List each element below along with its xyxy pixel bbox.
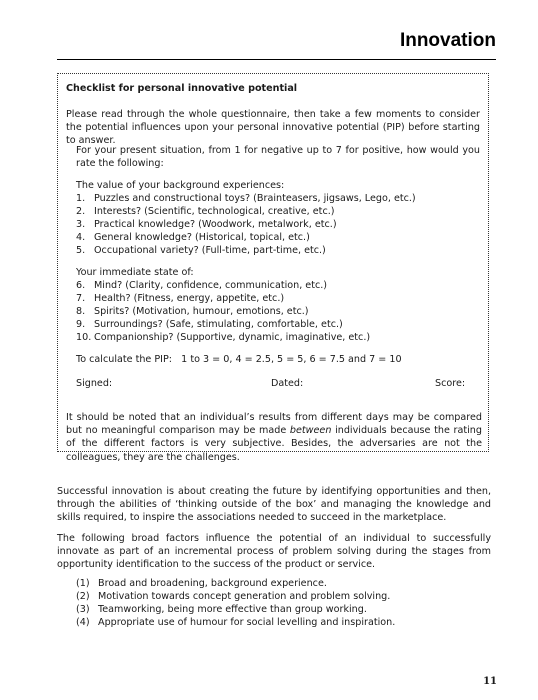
list-item — [76, 245, 326, 257]
factor-text: Motivation towards concept generation and problem solving. — [98, 591, 391, 602]
item-text: Spirits? (Motivation, humour, emotions, etc.) — [94, 306, 309, 317]
page-header-title: Innovation — [399, 30, 496, 51]
item-number: 2. — [76, 206, 86, 217]
page-number: 11 — [483, 676, 497, 687]
item-number: 5. — [76, 245, 86, 256]
factor-number: (1) — [76, 578, 90, 589]
list-item — [76, 232, 310, 244]
dated-label: Dated: — [271, 378, 304, 389]
factor-text: Appropriate use of humour for social levelling and inspiration. — [98, 617, 396, 628]
score-label: Score: — [435, 378, 466, 389]
list-item — [76, 293, 284, 305]
checklist-instruction: For your present situation, from 1 for negative up to 7 for positive, how would you rate the following: — [76, 145, 480, 170]
body-paragraph-1: Successful innovation is about creating the future by identifying opportunities and then, through the abilities of ‘thinking outside of the box’ and managing the knowledge and skills required, to inspire the associations needed to succeed in the marketplace. — [57, 486, 491, 524]
checklist-note — [66, 411, 482, 464]
list-item — [76, 219, 337, 231]
item-number: 6. — [76, 280, 86, 291]
pip-calculation — [76, 354, 402, 366]
list-item — [76, 319, 343, 331]
item-number: 1. — [76, 193, 86, 204]
checklist-box — [57, 73, 489, 463]
factor-number: (2) — [76, 591, 90, 602]
list-item — [76, 332, 370, 344]
item-text: Puzzles and constructional toys? (Brainteasers, jigsaws, Lego, etc.) — [94, 193, 416, 204]
immediate-heading: Your immediate state of: — [76, 267, 194, 278]
factor-item — [76, 591, 390, 603]
item-number: 9. — [76, 319, 86, 330]
note-emphasis: between — [289, 425, 332, 437]
checklist-intro: Please read through the whole questionnaire, then take a few moments to consider the potential influences upon your personal innovative potential (PIP) before starting to answer. — [66, 109, 480, 147]
item-text: Companionship? (Supportive, dynamic, imaginative, etc.) — [94, 332, 371, 343]
item-number: 10. — [76, 332, 92, 343]
list-item — [76, 280, 327, 292]
signed-label: Signed: — [76, 378, 113, 389]
factor-item — [76, 617, 395, 629]
factor-item — [76, 604, 367, 616]
item-text: Interests? (Scientific, technological, creative, etc.) — [94, 206, 335, 217]
note-text-start: It should be noted that an individual’s results from different days may be compared but no meaningful comparison may be made — [66, 412, 482, 437]
item-text: Health? (Fitness, energy, appetite, etc.) — [94, 293, 285, 304]
list-item — [76, 206, 335, 218]
item-number: 7. — [76, 293, 86, 304]
note-text-end: individuals because the rating of the different factors is very subjective. Besides, the adversaries are not the colleagues, they are the challenges. — [66, 425, 482, 463]
list-item — [76, 306, 309, 318]
item-text: General knowledge? (Historical, topical, etc.) — [94, 232, 310, 243]
item-text: Practical knowledge? (Woodwork, metalwork, etc.) — [94, 219, 337, 230]
item-text: Mind? (Clarity, confidence, communication, etc.) — [94, 280, 328, 291]
background-heading: The value of your background experiences: — [76, 180, 285, 191]
factor-item — [76, 578, 327, 590]
item-number: 4. — [76, 232, 86, 243]
checklist-title: Checklist for personal innovative potential — [66, 83, 298, 94]
body-paragraph-2: The following broad factors influence the potential of an individual to successfully innovate as part of an incremental process of problem solving during the stages from opportunity identification to the success of the product or service. — [57, 533, 491, 571]
list-item — [76, 193, 416, 205]
item-number: 3. — [76, 219, 86, 230]
pip-calc-label: To calculate the PIP: — [76, 354, 173, 365]
pip-calc-values: 1 to 3 = 0, 4 = 2.5, 5 = 5, 6 = 7.5 and 7 = 10 — [181, 354, 402, 365]
header-rule — [57, 59, 496, 60]
item-text: Surroundings? (Safe, stimulating, comfortable, etc.) — [94, 319, 343, 330]
factor-text: Teamworking, being more effective than group working. — [98, 604, 367, 615]
factor-text: Broad and broadening, background experience. — [98, 578, 327, 589]
factor-number: (3) — [76, 604, 90, 615]
item-text: Occupational variety? (Full-time, part-time, etc.) — [94, 245, 326, 256]
item-number: 8. — [76, 306, 86, 317]
factor-number: (4) — [76, 617, 90, 628]
